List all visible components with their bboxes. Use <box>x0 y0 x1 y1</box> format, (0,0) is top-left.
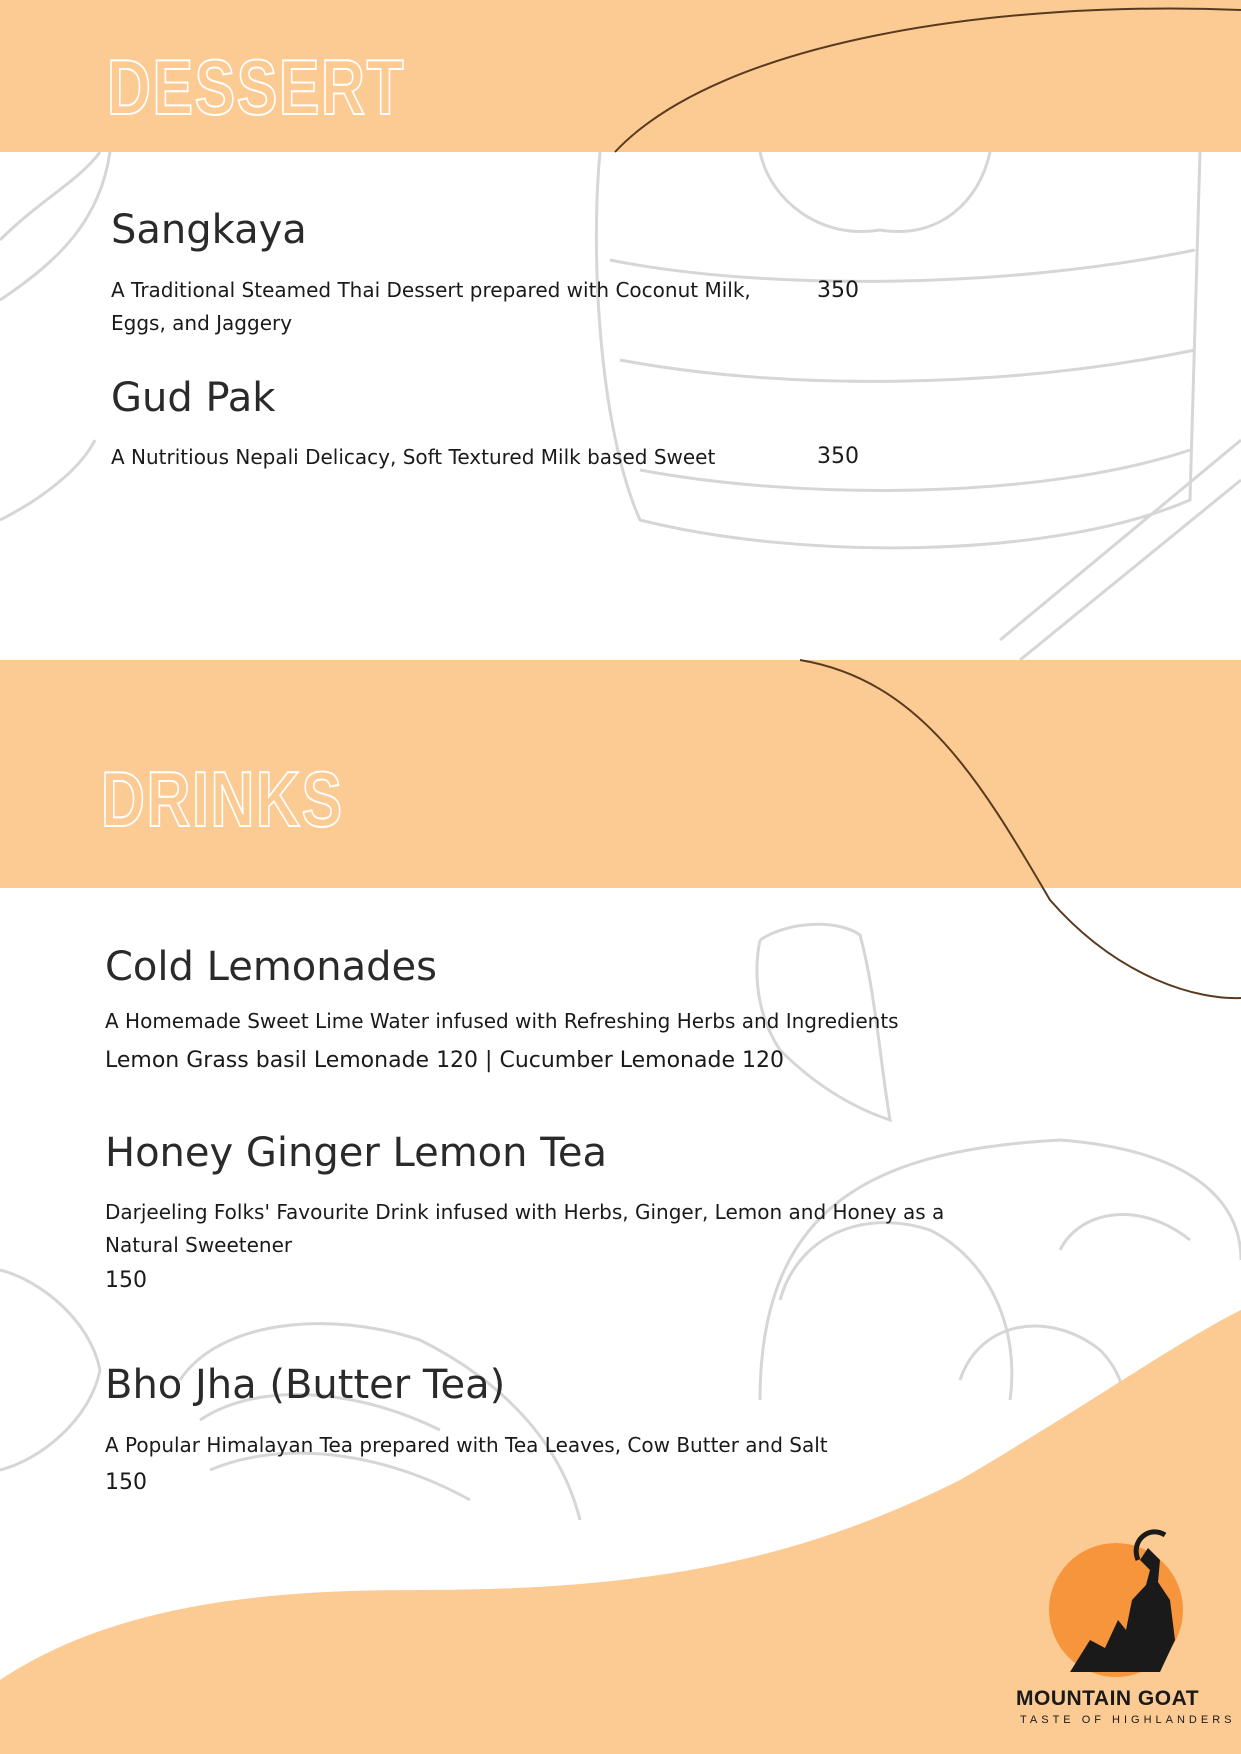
drinks-item-name: Cold Lemonades <box>105 944 437 990</box>
dessert-item-name: Gud Pak <box>111 375 276 421</box>
dessert-item-price: 350 <box>817 444 859 469</box>
drinks-item-description: A Popular Himalayan Tea prepared with Tea Leaves, Cow Butter and Salt <box>105 1433 828 1457</box>
logo-tagline: TASTE OF HIGHLANDERS <box>1020 1714 1236 1726</box>
drinks-item-price: Lemon Grass basil Lemonade 120 | Cucumber Lemonade 120 <box>105 1048 784 1073</box>
dessert-item-price: 350 <box>817 278 859 303</box>
logo-name: MOUNTAIN GOAT <box>1016 1687 1200 1710</box>
drinks-item-description: Darjeeling Folks' Favourite Drink infused with Herbs, Ginger, Lemon and Honey as a Natural Sweetener <box>105 1200 945 1257</box>
drinks-item-price: 150 <box>105 1268 147 1293</box>
drinks-item-description: A Homemade Sweet Lime Water infused with Refreshing Herbs and Ingredients <box>105 1009 899 1033</box>
dessert-item-description: A Traditional Steamed Thai Dessert prepared with Coconut Milk, Eggs, and Jaggery <box>111 278 751 335</box>
drinks-title: DRINKS <box>101 755 344 843</box>
drinks-item-name: Bho Jha (Butter Tea) <box>105 1362 506 1408</box>
dessert-item-name: Sangkaya <box>111 207 307 253</box>
drinks-item-name: Honey Ginger Lemon Tea <box>105 1130 607 1176</box>
dessert-title: DESSERT <box>107 43 406 131</box>
drinks-item-price: 150 <box>105 1470 147 1495</box>
dessert-item-description: A Nutritious Nepali Delicacy, Soft Textured Milk based Sweet <box>111 445 716 469</box>
